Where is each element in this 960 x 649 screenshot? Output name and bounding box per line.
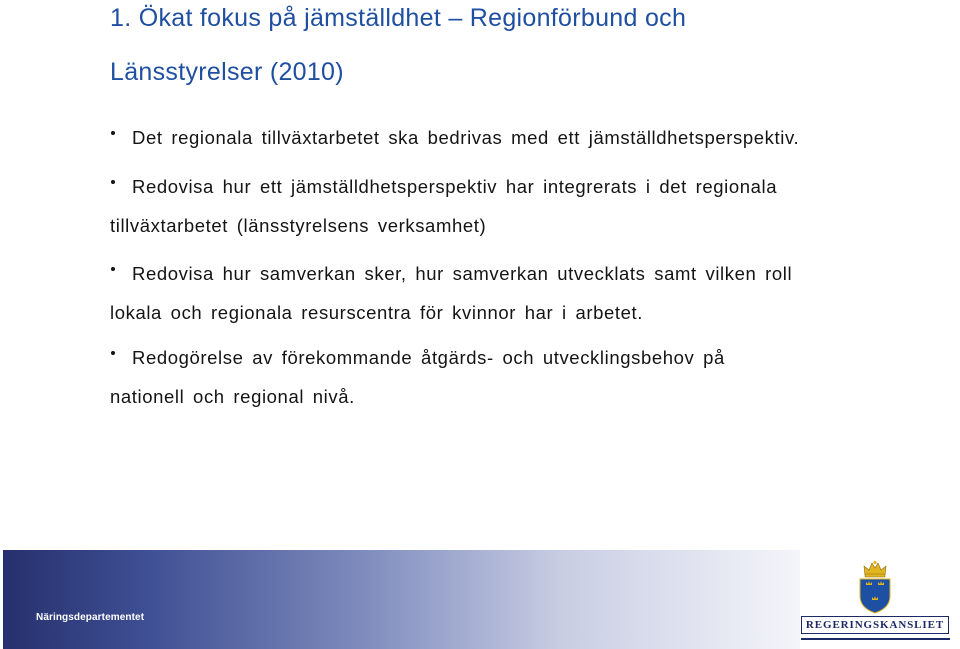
department-label: Näringsdepartementet [36,612,145,623]
swedish-crown-coat-of-arms-icon [855,560,895,614]
logo-underline [801,638,950,640]
bullet-4-text-line-2: nationell och regional nivå. [110,386,355,407]
logo-wordmark: REGERINGSKANSLIET [801,616,949,634]
bullet-3-text-line-2: lokala och regionala resurscentra för kvinnor har i arbetet. [110,302,644,323]
bullet-item-1 [110,127,799,149]
bullet-item-3 [110,263,792,285]
bullet-2-text-line-2: tillväxtarbetet (länsstyrelsens verksamhet) [110,215,487,236]
bullet-1-text: Det regionala tillväxtarbetet ska bedrivas med ett jämställdhetsperspektiv. [132,127,800,148]
footer-bar [0,550,960,649]
bullet-3-text-line-1: Redovisa hur samverkan sker, hur samverkan utvecklats samt vilken roll [132,263,793,284]
bullet-3-continuation [110,302,643,324]
bullet-2-continuation [110,215,486,237]
bullet-item-2 [110,176,777,198]
footer-gradient-band [3,550,800,649]
bullet-item-4 [110,347,725,369]
bullet-4-continuation [110,386,355,408]
regeringskansliet-logo [800,550,960,649]
slide-title-line-1: 1. Ökat fokus på jämställdhet – Regionförbund och [110,4,687,32]
bullet-4-text-line-1: Redogörelse av förekommande åtgärds- och utvecklingsbehov på [132,347,725,368]
bullet-2-text-line-1: Redovisa hur ett jämställdhetsperspektiv har integrerats i det regionala [132,176,778,197]
slide-title-line-2: Länsstyrelser (2010) [110,58,344,86]
